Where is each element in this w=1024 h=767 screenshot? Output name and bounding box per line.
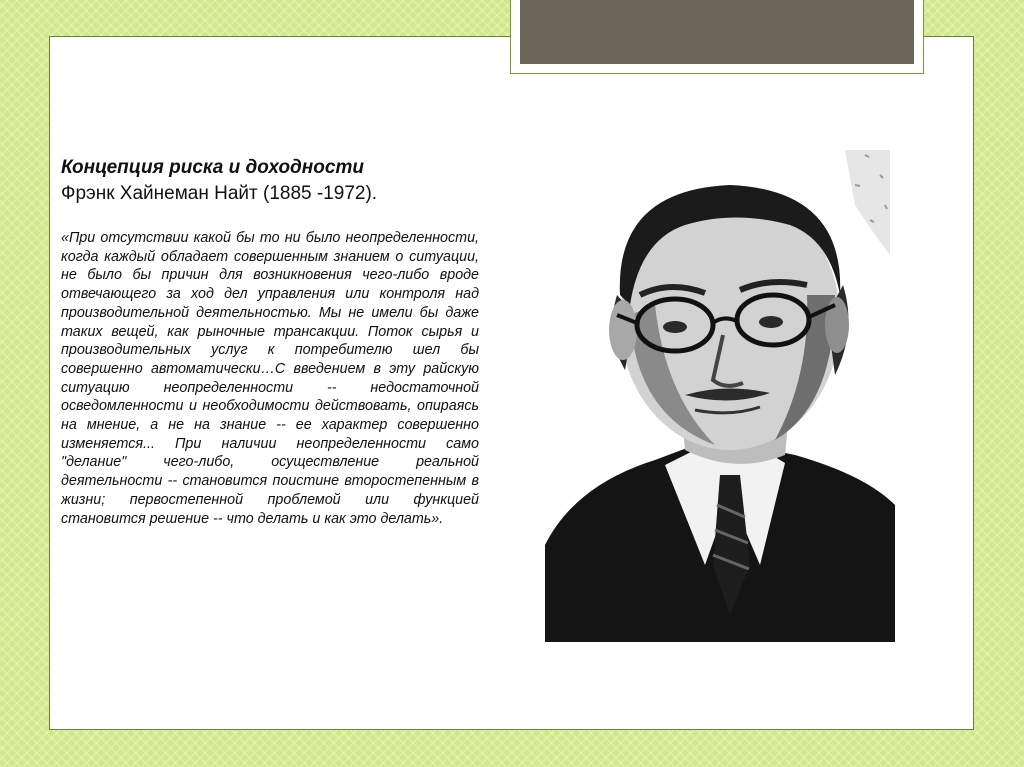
- text-block: [61, 155, 479, 528]
- slide-heading: Концепция риска и доходности: [61, 157, 364, 178]
- portrait-illustration: [545, 145, 895, 642]
- title-tab: [510, 0, 924, 74]
- knight-quote: «При отсутствии какой бы то ни было неопределенности, когда каждый обладает совершенным знанием о ситуации, не было бы причин для возникновения чего-либо вроде отвечающего за ход дел управления или контроля над производительной деятельностью. Мы не имели бы даже таких вещей, как рыночные трансакции. Поток сырья и производительных услуг к потребителю шел бы совершенно автоматически…С введением в эту райскую ситуацию неопределенности -- недостаточной осведомленности и необходимости действовать, опираясь на мнение, а не на знание -- ее характер совершенно изменяется... При наличии неопределенности само "делание" чего-либо, осуществление реальной деятельности -- становится поистине второстепенным в жизни; первостепенной проблемой или функцией становится решение -- что делать и как это делать».: [61, 230, 479, 527]
- title-placeholder: [520, 0, 914, 64]
- slide-subheading: Фрэнк Хайнеман Найт (1885 -1972).: [61, 183, 378, 204]
- portrait-photo: [545, 145, 895, 642]
